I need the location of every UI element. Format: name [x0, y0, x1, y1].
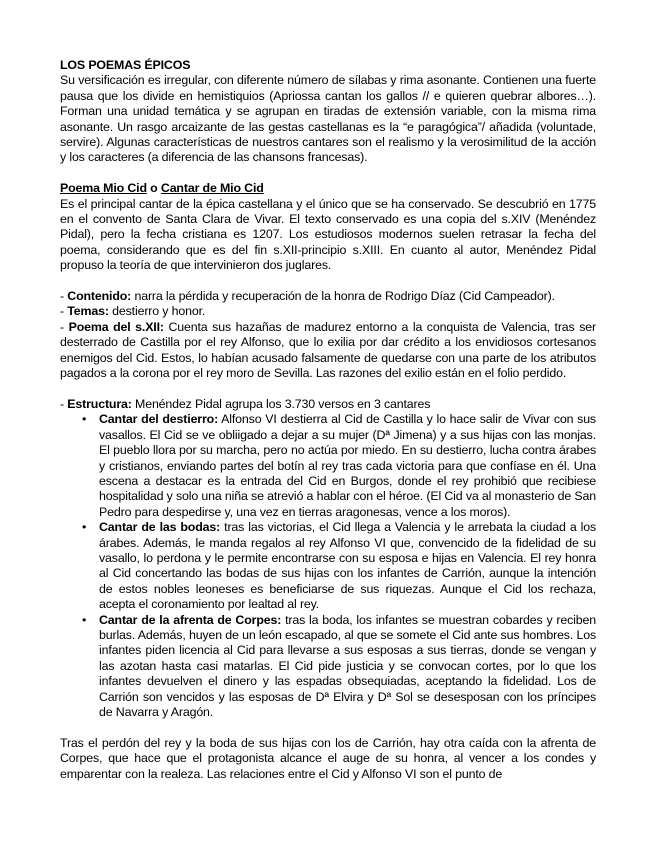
cid-intro-paragraph: Es el principal cantar de la épica castellana y el único que se ha conservado. Se descubrió en 1775 en el convento de Santa Clara de Vivar. El texto conservado es una copia del s.XIV (Menéndez Pidal), pero la fecha cristiana es 1207. Los estudiosos modernos suelen retrasar la fecha del poema, considerando que es del fin s.XII-principio s.XIII. En cuanto al autor, Menéndez Pidal propuso la teoría de que intervinieron dos juglares.	[60, 196, 596, 273]
cantar-label: Cantar del destierro:	[99, 412, 219, 427]
point-label: Contenido:	[67, 289, 132, 304]
point-text: Cuenta sus hazañas de madurez entorno a la conquista de Valencia, tras ser desterrado de Castilla por el rey Alfonso, que lo exilia por dar crédito a los envidiosos cortesanos enemigos del Cid. Estos, lo habían acusado falsamente de quedarse con una parte de los atributos pagados a la corona por el rey moro de Sevilla. Las razones del exilio están en el folio perdido.	[60, 319, 596, 381]
cid-heading-connector: o	[146, 181, 161, 196]
cantar-text: Alfonso VI destierra al Cid de Castilla y lo hace salir de Vivar con sus vasallos. El Cid se ve obliigado a dejar a su mujer (Dª Jimena) y a sus hijas con las monjas. El pueblo llora por su marcha, pero no actúa por miedo. En su destierro, lucha contra árabes y cristianos, enviando partes del botín al rey tras cada victoria para que confíase en él. Una escena a destacar es la entrada del Cid en Burgos, donde el rey prohibió que recibiese hospitalidad y solo una niña se atrevió a hablar con el héroe. (El Cid va al monasterio de San Pedro para despedirse y, una vez en tierras aragonesas, vence a los moros).	[99, 412, 596, 519]
point-contenido	[60, 289, 596, 304]
point-text: destierro y honor.	[108, 304, 206, 319]
intro-paragraph: Su versificación es irregular, con diferente número de sílabas y rima asonante. Contienen una fuerte pausa que los divide en hemistiquios (Apriossa cantan los gallos // e quieren quebrar albores…). Forman una unidad temática y se agrupan en tiradas de extensión variable, con la misma rima asonante. Un rasgo arcaizante de las gestas castellanas es la “e paragógica”/ añadida (voluntade, servire). Algunas características de nuestros cantares son el realismo y la verosimilitud de la acción y los caracteres (a diferencia de las chansons francesas).	[60, 73, 596, 165]
list-item-cantar-bodas	[99, 520, 596, 612]
point-label: Estructura:	[67, 396, 132, 411]
point-temas	[60, 304, 596, 319]
document-page	[60, 58, 596, 782]
cantar-label: Cantar de las bodas:	[99, 520, 221, 535]
point-estructura	[60, 397, 596, 412]
list-item-cantar-afrenta	[99, 613, 596, 721]
spacer	[60, 274, 596, 289]
cantar-label: Cantar de la afrenta de Corpes:	[99, 612, 282, 627]
point-dash: -	[60, 396, 68, 411]
cantares-list	[60, 412, 596, 720]
point-label: Temas:	[67, 304, 109, 319]
point-text: Menéndez Pidal agrupa los 3.730 versos en 3 cantares	[131, 396, 431, 411]
cid-heading-part1: Poema Mio Cid	[60, 181, 147, 196]
cantar-text: tras las victorias, el Cid llega a Valencia y le arrebata la ciudad a los árabes. Además, le manda regalos al rey Alfonso VI que, convencido de la fidelidad de su vasallo, lo perdona y le permite encontrarse con su esposa e hijas en Valencia. El rey honra al Cid concertando las bodas de sus hijas con los infantes de Carrión, aunque la intención de estos nobles leoneses es beneficiarse de sus riquezas. Aunque el Cid los rechaza, acepta el coronamiento por lealtad al rey.	[99, 520, 596, 612]
cantar-text: tras la boda, los infantes se muestran cobardes y reciben burlas. Además, huyen de un león escapado, al que se somete el Cid ante sus hombres. Los infantes piden licencia al Cid para llevarse a sus esposas a sus tierras, donde se vengan y las azotan hasta casi matarlas. El Cid pide justicia y se convocan cortes, por lo que los infantes devuelven el dinero y las espadas obsequiadas, aceptando la fidelidad. Los de Carrión son vencidos y las esposas de Dª Elvira y Dª Sol se desesposan con los príncipes de Navarra y Aragón.	[99, 612, 597, 720]
point-text: narra la pérdida y recuperación de la honra de Rodrigo Díaz (Cid Campeador).	[131, 289, 555, 304]
point-dash: -	[60, 304, 68, 319]
point-dash: -	[60, 289, 68, 304]
point-dash: -	[60, 319, 69, 334]
cid-heading-part2: Cantar de Mio Cid	[160, 181, 264, 196]
spacer	[60, 166, 596, 181]
cid-heading	[60, 181, 596, 196]
closing-paragraph: Tras el perdón del rey y la boda de sus hijas con los de Carrión, hay otra caída con la afrenta de Corpes, que hace que el protagonista alcance el auge de su honra, al vencer a los condes y emparentar con la realeza. Las relaciones entre el Cid y Alfonso VI son el punto de	[60, 735, 596, 781]
page-title: LOS POEMAS ÉPICOS	[60, 58, 191, 72]
list-item-cantar-destierro	[99, 412, 596, 520]
point-poema-s-xii	[60, 320, 596, 382]
spacer	[60, 382, 596, 397]
spacer	[60, 720, 596, 735]
point-label: Poema del s.XII:	[68, 319, 164, 334]
